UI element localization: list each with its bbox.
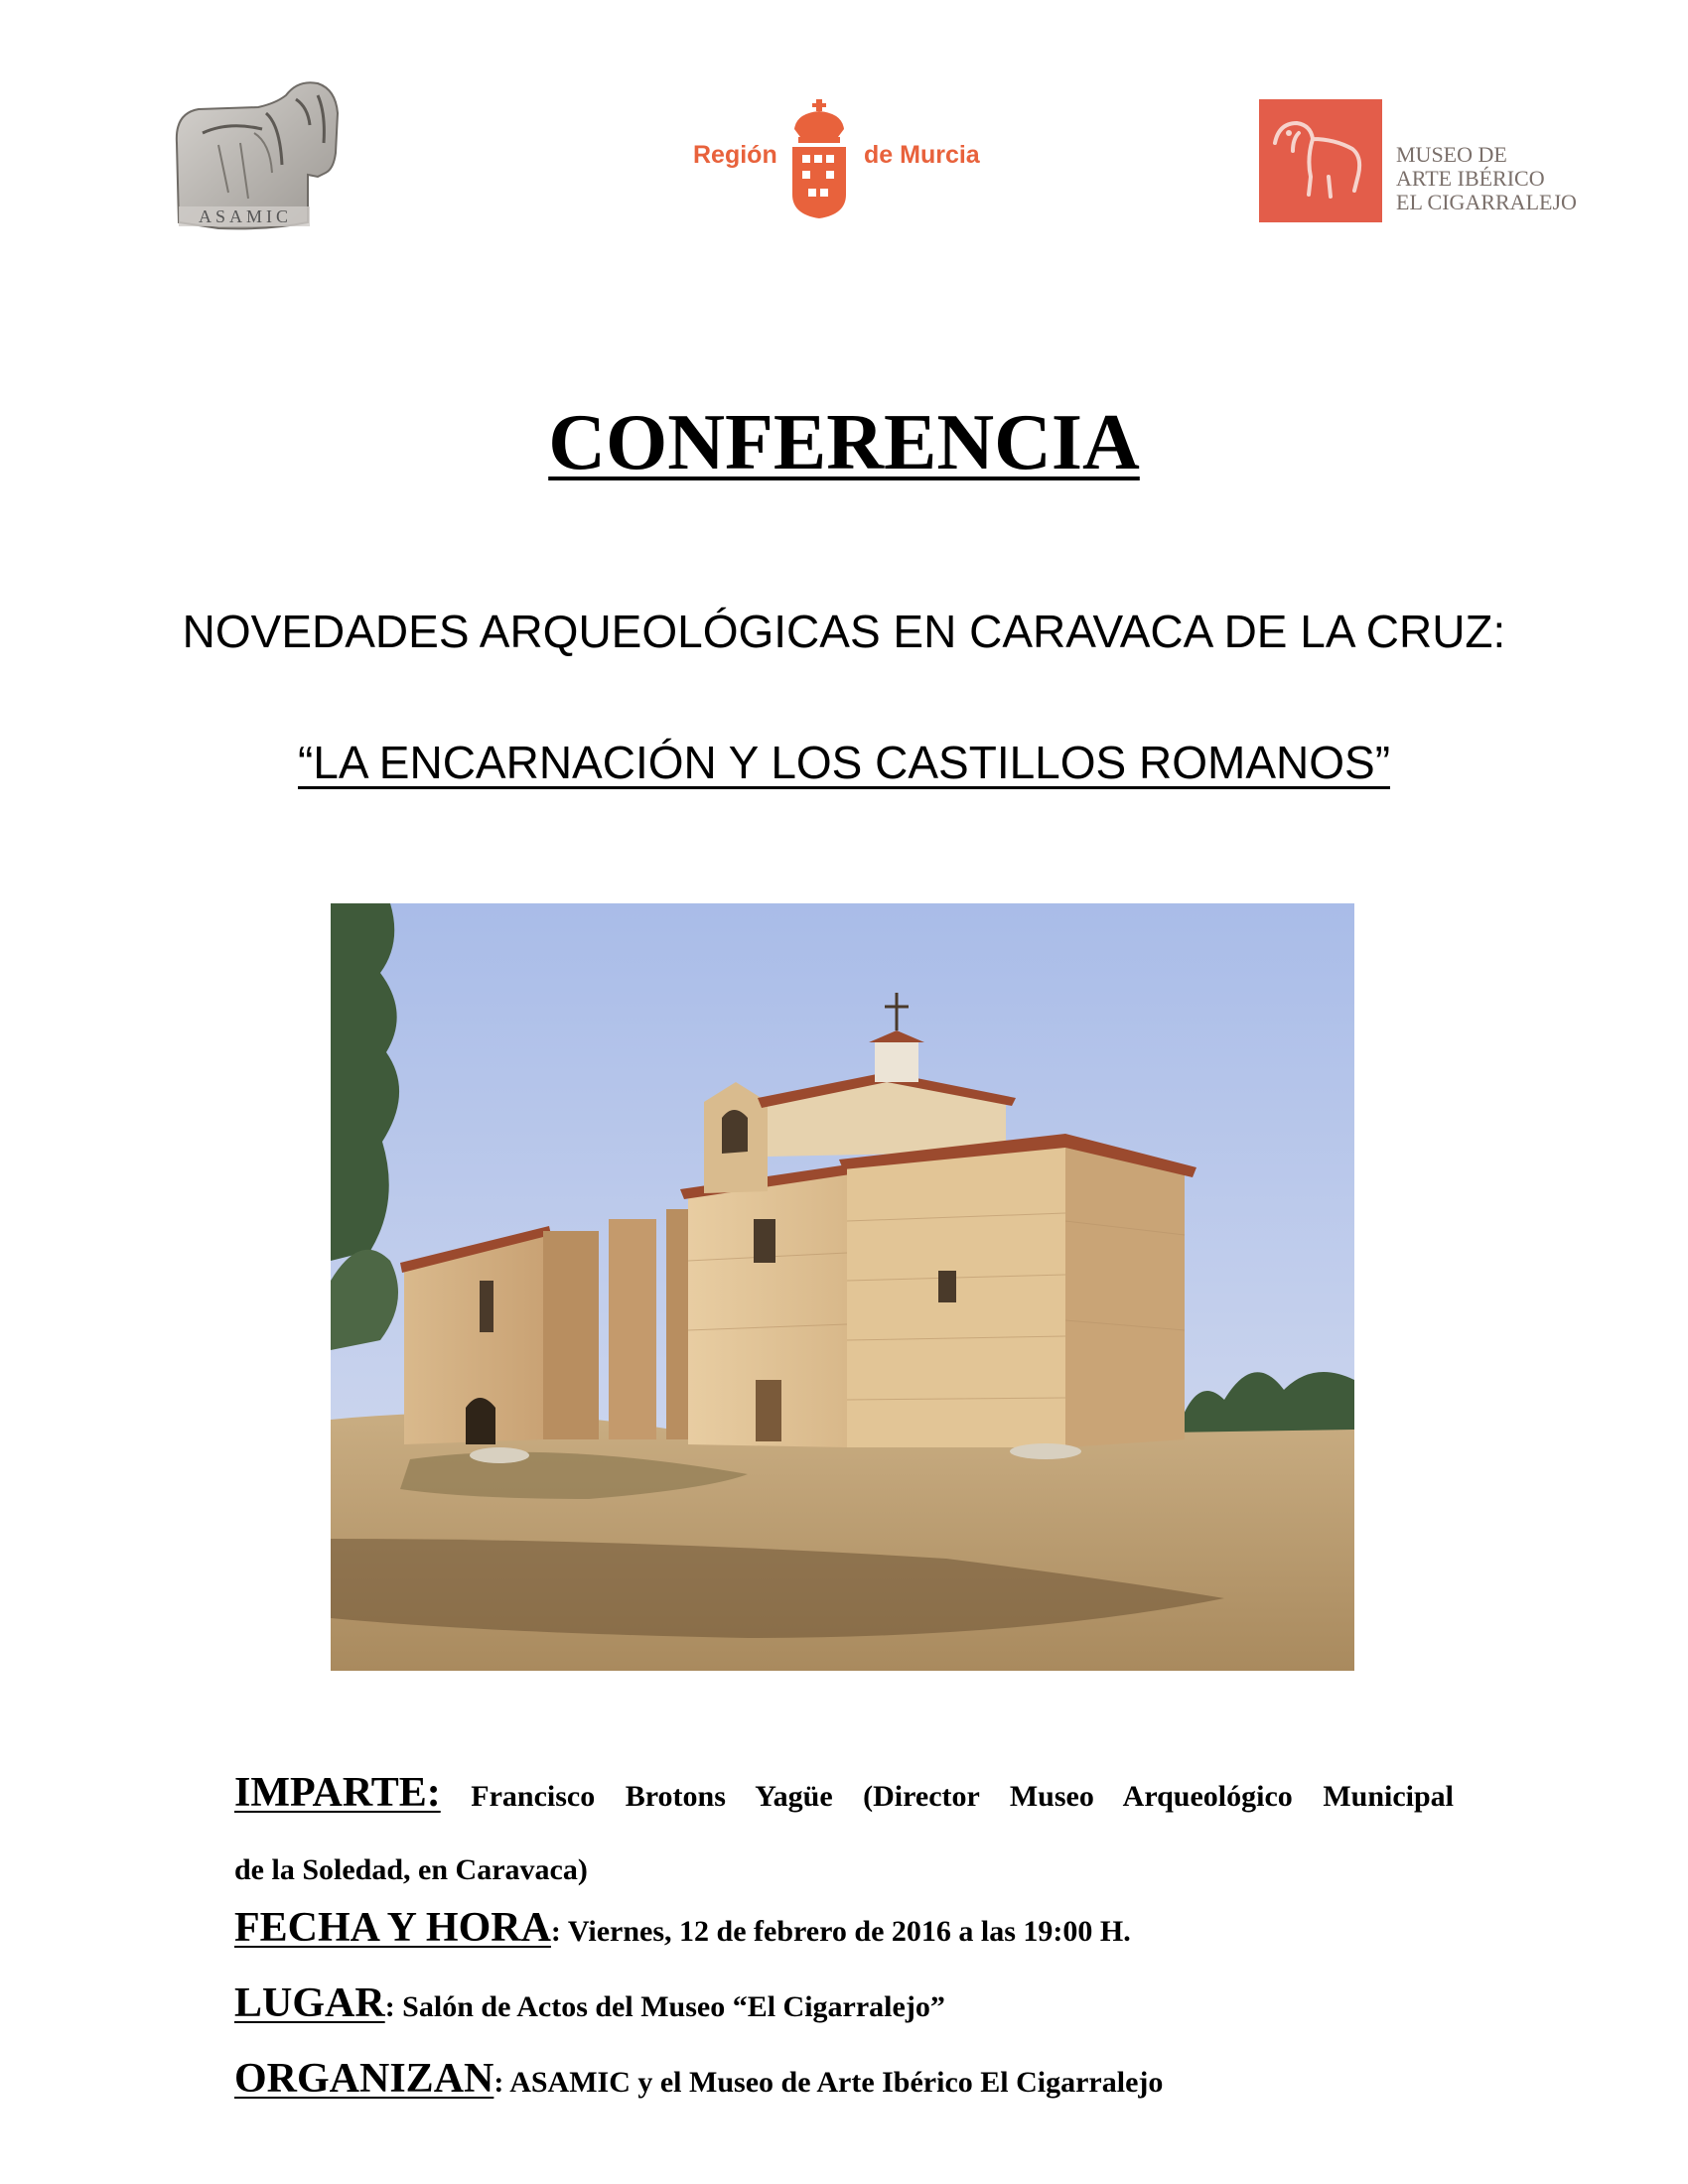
imparte-value: Francisco Brotons Yagüe (Director Museo Arqueológico Municipal — [471, 1780, 1455, 1813]
imparte-label: IMPARTE: — [234, 1770, 441, 1816]
asamic-logo-text: ASAMIC — [198, 206, 292, 226]
organizan-value: : ASAMIC y el Museo de Arte Ibérico El Cigarralejo — [493, 2066, 1164, 2099]
fecha-label: FECHA Y HORA — [234, 1905, 551, 1951]
detail-imparte — [234, 1770, 1455, 1817]
detail-imparte-continued: de la Soledad, en Caravaca) — [234, 1853, 588, 1886]
hermitage-illustration — [331, 903, 1354, 1671]
museo-logo-text — [1396, 143, 1577, 214]
museo-line-1: MUSEO DE — [1396, 142, 1507, 167]
region-text: Región — [693, 141, 777, 169]
lecture-title-text: “LA ENCARNACIÓN Y LOS CASTILLOS ROMANOS” — [297, 737, 1391, 788]
detail-fecha-hora — [234, 1905, 1454, 1952]
asamic-logo — [159, 73, 348, 238]
lugar-label: LUGAR — [234, 1980, 385, 2026]
hermitage-photo — [331, 903, 1354, 1671]
subtitle: NOVEDADES ARQUEOLÓGICAS EN CARAVACA DE LA CRUZ: — [182, 606, 1506, 657]
museo-line-2: ARTE IBÉRICO — [1396, 166, 1545, 191]
murcia-coat-of-arms-icon — [788, 99, 850, 220]
museo-logo-box — [1259, 99, 1382, 222]
page-title — [0, 395, 1688, 490]
title-text: CONFERENCIA — [548, 399, 1140, 486]
museo-line-3: EL CIGARRALEJO — [1396, 190, 1577, 214]
fecha-value: : Viernes, 12 de febrero de 2016 a las 19:00 H. — [550, 1915, 1131, 1948]
museo-cigarralejo-logo — [1259, 99, 1597, 228]
detail-lugar — [234, 1980, 1454, 2027]
de-murcia-text: de Murcia — [864, 141, 980, 169]
organizan-label: ORGANIZAN — [234, 2056, 494, 2102]
region-murcia-logo — [685, 99, 1003, 228]
horse-outline-icon — [1259, 99, 1382, 222]
lugar-value: : Salón de Actos del Museo “El Cigarralejo” — [384, 1990, 945, 2023]
lecture-title — [0, 735, 1688, 790]
detail-organizan — [234, 2056, 1454, 2103]
